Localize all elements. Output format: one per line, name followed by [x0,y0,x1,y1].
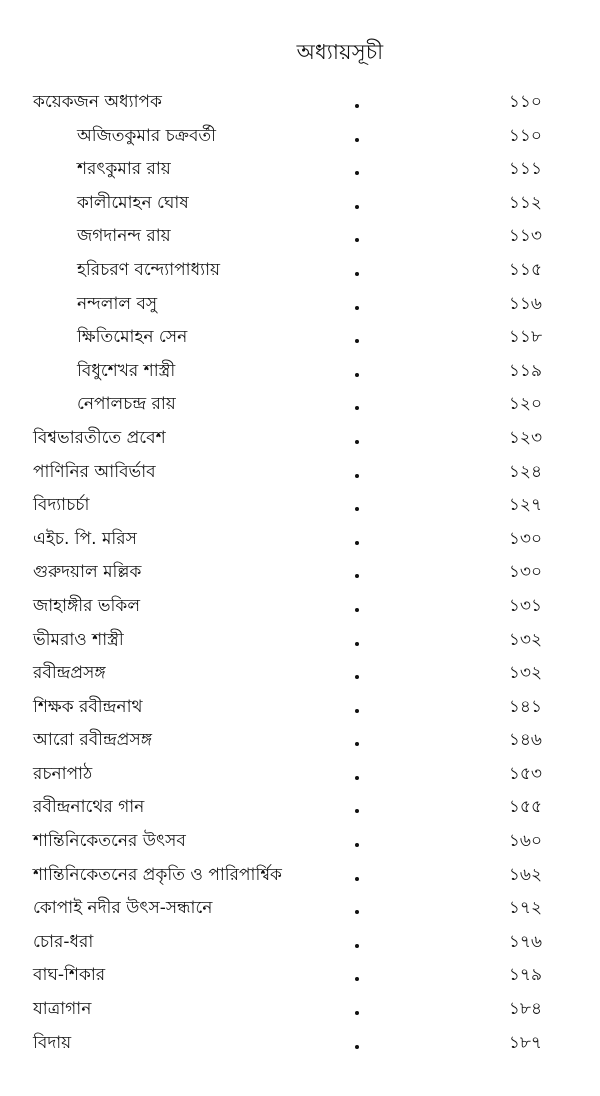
toc-entry [0,489,600,523]
entry-page-number: ১৮৪ [508,999,542,1020]
entry-page-number: ১৫৫ [508,797,542,818]
leader-dot [355,944,359,948]
entry-title: হরিচরণ বন্দ্যোপাধ্যায় [77,259,221,280]
toc-entry [0,959,600,993]
toc-list [0,86,600,1060]
entry-page-number: ১২০ [508,394,542,415]
entry-page-number: ১১৩ [508,226,542,247]
entry-page-number: ১৩০ [508,528,542,549]
toc-entry [0,556,600,590]
entry-page-number: ১২৪ [508,461,542,482]
toc-entry [0,1027,600,1061]
entry-title: এইচ. পি. মরিস [33,528,137,549]
leader-dot [355,776,359,780]
entry-page-number: ১৬২ [508,864,542,885]
leader-dot [355,809,359,813]
toc-subentry [0,153,600,187]
entry-title: শান্তিনিকেতনের উৎসব [33,831,186,852]
leader-dot [355,205,359,209]
entry-title: আরো রবীন্দ্রপ্রসঙ্গ [33,730,152,751]
toc-subentry [0,220,600,254]
entry-page-number: ১২৭ [508,495,542,516]
leader-dot [355,1011,359,1015]
leader-dot [355,642,359,646]
leader-dot [355,541,359,545]
entry-title: বাঘ-শিকার [33,965,106,986]
entry-page-number: ১৪৬ [508,730,542,751]
entry-page-number: ১৭২ [508,898,542,919]
entry-page-number: ১৭৬ [508,931,542,952]
entry-title: কালীমোহন ঘোষ [77,192,189,213]
toc-entry [0,791,600,825]
leader-dot [355,910,359,914]
entry-title: বিদায় [33,1032,72,1053]
toc-entry [0,892,600,926]
toc-entry [0,926,600,960]
leader-dot [355,306,359,310]
leader-dot [355,406,359,410]
leader-dot [355,507,359,511]
entry-title: অজিতকুমার চক্রবর্তী [77,125,217,146]
entry-title: ভীমরাও শাস্ত্রী [33,629,124,650]
entry-page-number: ১২৩ [508,427,542,448]
entry-page-number: ১৫৩ [508,763,542,784]
toc-subentry [0,187,600,221]
toc-heading: অধ্যায়সূচী [296,40,384,64]
entry-title: নেপালচন্দ্র রায় [77,394,176,415]
leader-dot [355,675,359,679]
entry-title: গুরুদয়াল মল্লিক [33,562,142,583]
leader-dot [355,272,359,276]
toc-subentry [0,388,600,422]
entry-title: নন্দলাল বসু [77,293,158,314]
toc-subentry [0,355,600,389]
leader-dot [355,977,359,981]
entry-title: শরৎকুমার রায় [77,159,171,180]
toc-entry [0,859,600,893]
entry-title: রচনাপাঠ [33,763,93,784]
entry-title: কোপাই নদীর উৎস-সন্ধানে [33,898,213,919]
entry-page-number: ১১৯ [508,360,542,381]
entry-page-number: ১১১ [508,159,542,180]
leader-dot [355,843,359,847]
toc-entry [0,758,600,792]
leader-dot [355,742,359,746]
toc-subentry [0,321,600,355]
leader-dot [355,138,359,142]
toc-entry [0,657,600,691]
entry-title: রবীন্দ্রপ্রসঙ্গ [33,663,106,684]
leader-dot [355,104,359,108]
toc-entry [0,724,600,758]
toc-entry [0,523,600,557]
leader-dot [355,1045,359,1049]
entry-title: চোর-ধরা [33,931,94,952]
entry-page-number: ১৩২ [508,663,542,684]
leader-dot [355,238,359,242]
entry-page-number: ১৩২ [508,629,542,650]
toc-entry [0,456,600,490]
entry-title: শিক্ষক রবীন্দ্রনাথ [33,696,143,717]
entry-title: জগদানন্দ রায় [77,226,171,247]
leader-dot [355,440,359,444]
toc-entry [0,825,600,859]
entry-title: ক্ষিতিমোহন সেন [77,327,188,348]
entry-page-number: ১৭৯ [508,965,542,986]
entry-title: যাত্রাগান [33,999,92,1020]
entry-page-number: ১১৫ [508,259,542,280]
toc-subentry [0,120,600,154]
leader-dot [355,574,359,578]
entry-page-number: ১১০ [508,125,542,146]
toc-entry [0,993,600,1027]
entry-page-number: ১৩১ [508,595,542,616]
entry-page-number: ১৪১ [508,696,542,717]
entry-page-number: ১৬০ [508,831,542,852]
leader-dot [355,339,359,343]
entry-title: জাহাঙ্গীর ভকিল [33,595,140,616]
leader-dot [355,373,359,377]
entry-title: শান্তিনিকেতনের প্রকৃতি ও পারিপার্শ্বিক [33,864,282,885]
entry-title: বিদ্যাচর্চা [33,495,90,516]
entry-page-number: ১১৮ [508,327,542,348]
entry-title: বিশ্বভারতীতে প্রবেশ [33,427,166,448]
toc-subentry [0,254,600,288]
entry-title: বিধুশেখর শাস্ত্রী [77,360,176,381]
toc-entry [0,590,600,624]
entry-page-number: ১৮৭ [508,1032,542,1053]
toc-subentry [0,288,600,322]
leader-dot [355,709,359,713]
leader-dot [355,474,359,478]
entry-title: রবীন্দ্রনাথের গান [33,797,145,818]
toc-entry [0,422,600,456]
entry-page-number: ১১৬ [508,293,542,314]
toc-entry [0,624,600,658]
entry-page-number: ১১২ [508,192,542,213]
entry-title: পাণিনির আবির্ভাব [33,461,156,482]
toc-entry [0,86,600,120]
leader-dot [355,608,359,612]
leader-dot [355,171,359,175]
leader-dot [355,877,359,881]
entry-title: কয়েকজন অধ্যাপক [33,92,162,112]
entry-page-number: ১১০ [508,92,542,112]
toc-entry [0,691,600,725]
entry-page-number: ১৩০ [508,562,542,583]
